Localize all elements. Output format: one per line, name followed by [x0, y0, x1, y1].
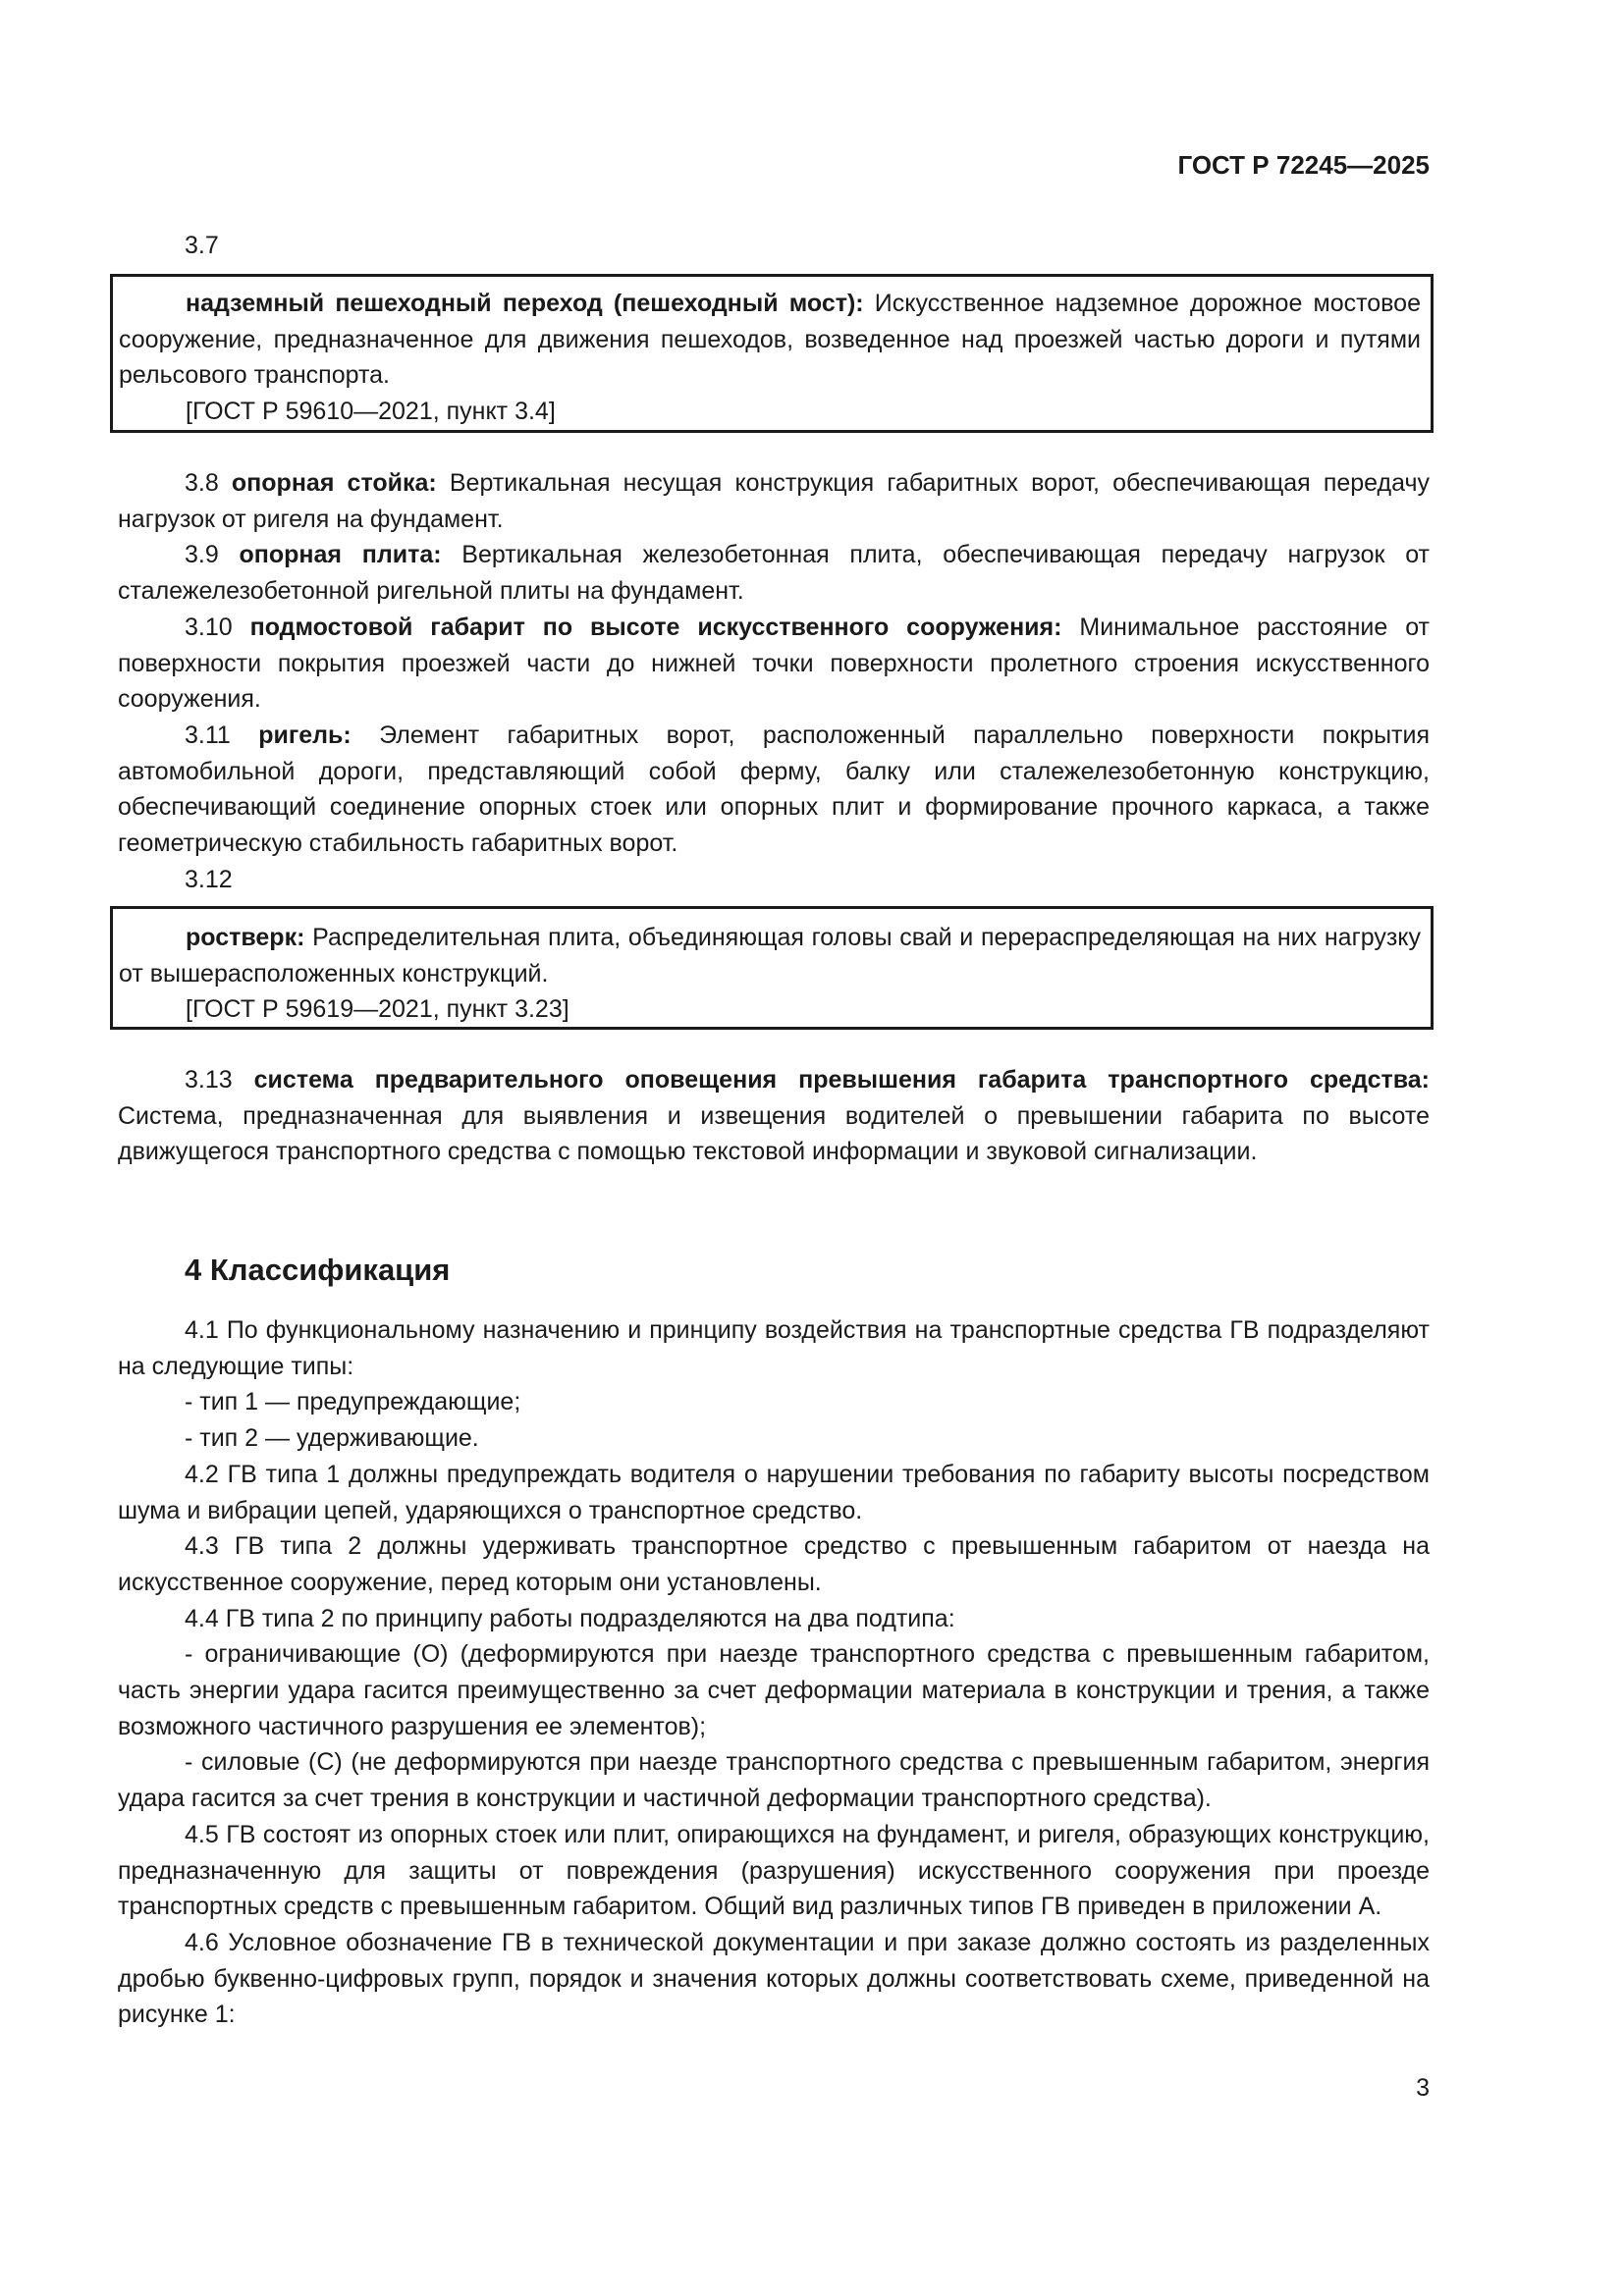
- term-text: Система, предназначенная для выявления и извещения водителей о превышении габарита по высоте движущегося транспортного средства с помощью текстовой информации и звуковой сигнализации.: [118, 1101, 1430, 1166]
- clause-4-2: 4.2 ГВ типа 1 должны предупреждать водителя о нарушении требования по габариту высоты посредством шума и вибрации цепей, ударяющихся о транспортное средство.: [118, 1460, 1430, 1524]
- clause-4-5: 4.5 ГВ состоят из опорных стоек или плит, опирающихся на фундамент, и ригеля, образующих конструкцию, предназначенную для защиты от повреждения (разрушения) искусственного сооружения при проезде транспортных средств с превышенным габаритом. Общий вид различных типов ГВ приведен в приложении А.: [118, 1820, 1430, 1921]
- clause-4-4: 4.4 ГВ типа 2 по принципу работы подразделяются на два подтипа:: [185, 1604, 955, 1632]
- term-definition-3-7: [119, 286, 1421, 394]
- term-definition-3-11: [118, 718, 1430, 862]
- term-definition-3-10: [118, 610, 1430, 718]
- term-text: Распределительная плита, объединяющая головы свай и перераспределяющая на них нагрузку от вышерасположенных конструкций.: [119, 924, 1421, 988]
- term-text: Искусственное надземное дорожное мостовое сооружение, предназначенное для движения пешеходов, возведенное над проезжей частью дороги и путями рельсового транспорта.: [119, 290, 1421, 390]
- term-title: опорная плита:: [239, 541, 442, 569]
- term-definition-3-9: [118, 537, 1430, 609]
- term-number: 3.8: [185, 469, 219, 497]
- section-4-body: [118, 1312, 1430, 2033]
- term-box-3-7: [110, 274, 1434, 433]
- terms-block-3-8-to-3-11: [118, 465, 1430, 897]
- term-definition-3-12: [119, 920, 1421, 991]
- term-number-3-7: 3.7: [185, 232, 219, 259]
- section-heading-classification: 4 Классификация: [185, 1253, 451, 1287]
- list-item-type-1: - тип 1 — предупреждающие;: [185, 1388, 521, 1416]
- term-text: Элемент габаритных ворот, расположенный параллельно поверхности покрытия автомобильной дороги, представляющий собой ферму, балку или сталежелезобетонную конструкцию, обеспечивающий соединение опорных стоек или опорных плит и формирование прочного каркаса, а также геометрическую стабильность габаритных ворот.: [118, 721, 1430, 858]
- term-text: Вертикальная железобетонная плита, обеспечивающая передачу нагрузок от сталежелезобетонной ригельной плиты на фундамент.: [118, 541, 1430, 606]
- term-title: ригель:: [258, 721, 352, 749]
- term-number: 3.13: [185, 1066, 233, 1094]
- list-item-type-2: - тип 2 — удерживающие.: [185, 1424, 479, 1453]
- term-title: надземный пешеходный переход (пешеходный мост):: [186, 290, 864, 317]
- list-item-subtype-c: - силовые (С) (не деформируются при наезде транспортного средства с превышенным габаритом, энергия удара гасится за счет трения в конструкции и частичной деформации транспортного средства).: [118, 1748, 1430, 1813]
- term-number: 3.11: [185, 721, 231, 749]
- clause-4-1: 4.1 По функциональному назначению и принципу воздействия на транспортные средства ГВ подразделяют на следующие типы:: [118, 1316, 1430, 1380]
- term-source-3-12: [ГОСТ Р 59619—2021, пункт 3.23]: [186, 995, 569, 1024]
- term-box-3-12: [110, 906, 1434, 1030]
- term-source-3-7: [ГОСТ Р 59610—2021, пункт 3.4]: [186, 398, 556, 426]
- term-title: ростверк:: [186, 924, 305, 951]
- term-number: 3.9: [185, 541, 219, 569]
- term-number: 3.10: [185, 613, 233, 641]
- term-definition-3-13: [118, 1062, 1430, 1170]
- document-header-id: ГОСТ Р 72245—2025: [1177, 150, 1430, 180]
- term-text: Минимальное расстояние от поверхности покрытия проезжей части до нижней точки поверхности пролетного строения искусственного сооружения.: [118, 613, 1430, 714]
- term-block-3-13: [118, 1062, 1430, 1170]
- term-title: опорная стойка:: [231, 469, 437, 497]
- term-title: система предварительного оповещения превышения габарита транспортного средства:: [253, 1066, 1431, 1094]
- term-box-content: [119, 920, 1421, 1028]
- list-item-subtype-o: - ограничивающие (О) (деформируются при наезде транспортного средства с превышенным габаритом, часть энергии удара гасится преимущественно за счет деформации материала в конструкции и трения, а также возможного частичного разрушения ее элементов);: [118, 1640, 1430, 1740]
- clause-4-3: 4.3 ГВ типа 2 должны удерживать транспортное средство с превышенным габаритом от наезда на искусственное сооружение, перед которым они установлены.: [118, 1532, 1430, 1596]
- clause-4-6: 4.6 Условное обозначение ГВ в технической документации и при заказе должно состоять из разделенных дробью буквенно-цифровых групп, порядок и значения которых должны соответствовать схеме, приведенной на рисунке 1:: [118, 1928, 1430, 2029]
- term-number-3-12: 3.12: [185, 865, 233, 893]
- term-box-content: [119, 286, 1421, 430]
- page-number: 3: [1416, 2074, 1430, 2102]
- term-definition-3-8: [118, 465, 1430, 537]
- term-text: Вертикальная несущая конструкция габаритных ворот, обеспечивающая передачу нагрузок от ригеля на фундамент.: [118, 469, 1431, 533]
- term-title: подмостовой габарит по высоте искусственного сооружения:: [249, 613, 1062, 641]
